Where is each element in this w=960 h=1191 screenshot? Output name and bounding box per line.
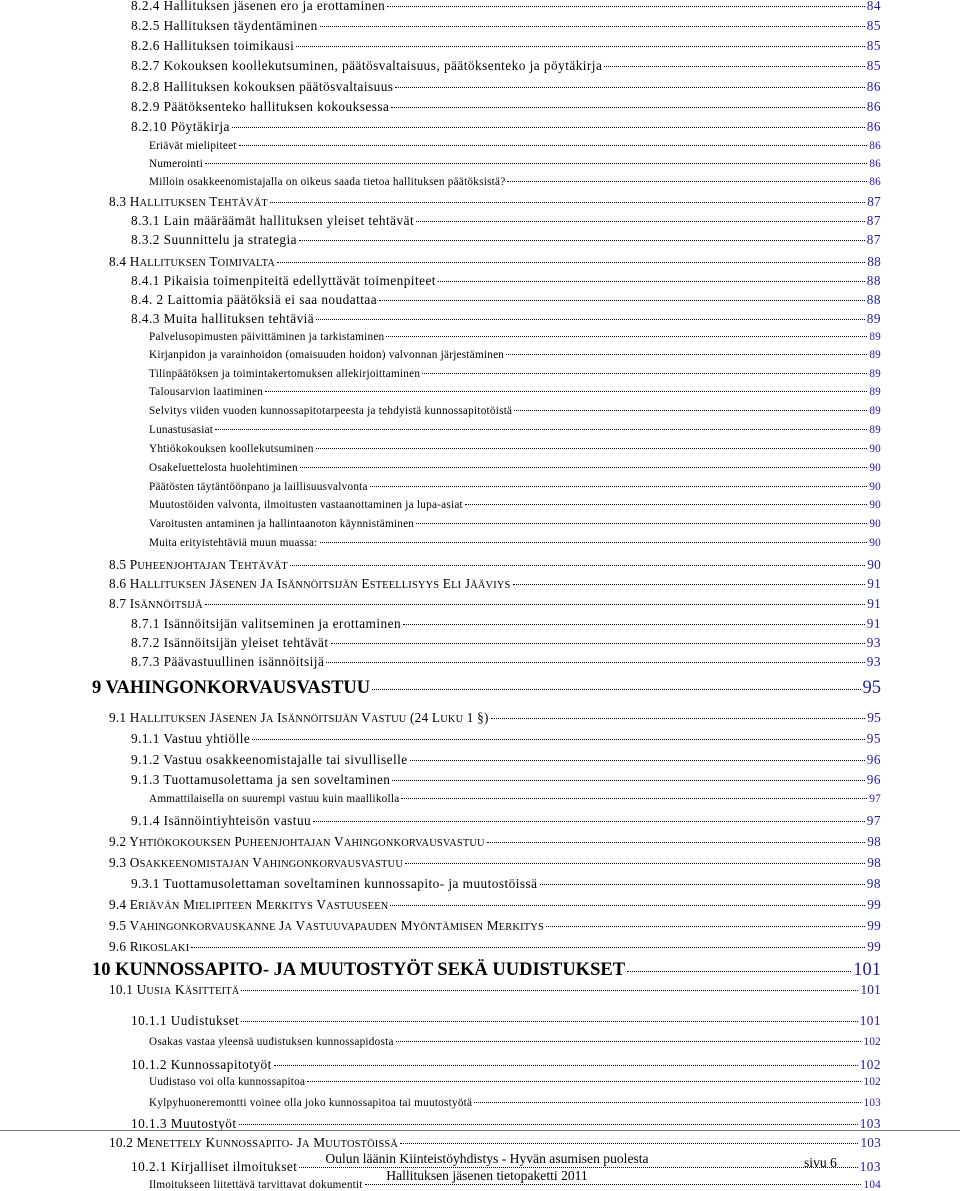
- toc-page-number[interactable]: 90: [869, 481, 881, 493]
- toc-entry[interactable]: [131, 38, 881, 54]
- toc-entry[interactable]: [131, 813, 881, 829]
- toc-entry[interactable]: [131, 18, 881, 34]
- toc-section-number: 9.1: [109, 710, 130, 725]
- toc-page-number[interactable]: 96: [866, 772, 881, 787]
- toc-dot-leader: [396, 1041, 862, 1042]
- toc-page-number[interactable]: 86: [866, 119, 881, 134]
- toc-dot-leader: [296, 46, 865, 47]
- toc-page-number[interactable]: 93: [866, 654, 881, 669]
- toc-page-number[interactable]: 95: [862, 678, 881, 698]
- toc-page-number[interactable]: 86: [866, 79, 881, 94]
- toc-dot-leader: [513, 584, 866, 585]
- toc-entry-title: [109, 194, 268, 210]
- toc-entry-title: Varoitusten antaminen ja hallintaanoton käynnistäminen: [149, 518, 415, 530]
- toc-entry[interactable]: [149, 443, 881, 455]
- toc-entry[interactable]: [131, 616, 881, 632]
- toc-entry[interactable]: [149, 405, 881, 417]
- toc-dot-leader: [540, 884, 865, 885]
- toc-entry-title: [109, 834, 485, 850]
- toc-entry[interactable]: [149, 158, 881, 170]
- toc-entry-title: 9 VAHINGONKORVAUSVASTUU: [92, 678, 371, 698]
- toc-dot-leader: [465, 504, 867, 505]
- toc-entry-title: 9.1.3 Tuottamusolettama ja sen soveltaminen: [131, 772, 391, 787]
- toc-entry[interactable]: [149, 424, 881, 436]
- toc-page-number[interactable]: 90: [869, 518, 881, 530]
- toc-entry[interactable]: [131, 119, 881, 135]
- toc-dot-leader: [391, 107, 865, 108]
- toc-section-heading: PUHEENJOHTAJAN TEHTÄVÄT: [129, 557, 288, 572]
- toc-page-number[interactable]: 87: [866, 213, 881, 228]
- toc-entry[interactable]: [131, 273, 881, 289]
- toc-entry[interactable]: [149, 537, 881, 549]
- toc-page-number[interactable]: 88: [866, 292, 881, 307]
- toc-section-number: 8.6: [109, 576, 130, 591]
- toc-section-heading: YHTIÖKOKOUKSEN PUHEENJOHTAJAN VAHINGONKORVAUSVASTUU: [129, 834, 485, 849]
- toc-entry[interactable]: [109, 982, 881, 998]
- toc-dot-leader: [232, 127, 865, 128]
- toc-page-number[interactable]: 103: [860, 1135, 881, 1150]
- toc-entry-title: Kylpyhuoneremontti voinee olla joko kunnossapitoa tai muutostyötä: [149, 1097, 473, 1109]
- toc-entry-title: 10.1.2 Kunnossapitotyöt: [131, 1057, 272, 1072]
- toc-entry-title: [109, 918, 544, 934]
- toc-section-number: 8.3: [109, 194, 130, 209]
- toc-entry-title: Talousarvion laatiminen: [149, 386, 264, 398]
- toc-section-number: 8.4: [109, 254, 130, 269]
- toc-entry-title: Selvitys viiden vuoden kunnossapitotarpeesta ja tehdyistä kunnossapitotöistä: [149, 405, 513, 417]
- toc-page-number[interactable]: 89: [869, 331, 881, 343]
- toc-page-number[interactable]: 85: [866, 18, 881, 33]
- toc-entry-title: Eriävät mielipiteet: [149, 140, 237, 152]
- toc-entry[interactable]: [109, 194, 881, 210]
- toc-dot-leader: [365, 1184, 862, 1185]
- toc-section-number: 9.6: [109, 939, 130, 954]
- toc-dot-leader: [390, 905, 865, 906]
- toc-page-number[interactable]: 85: [866, 38, 881, 53]
- toc-page-number[interactable]: 95: [866, 731, 881, 746]
- toc-page-number[interactable]: 87: [866, 232, 881, 247]
- toc-dot-leader: [241, 990, 858, 991]
- toc-dot-leader: [307, 1081, 861, 1082]
- toc-page-number[interactable]: 90: [869, 499, 881, 511]
- toc-entry[interactable]: [109, 254, 881, 270]
- toc-entry-title: 8.2.8 Hallituksen kokouksen päätösvaltaisuus: [131, 79, 394, 94]
- toc-entry-title: [109, 855, 403, 871]
- toc-page-number[interactable]: 91: [867, 576, 881, 591]
- toc-page-number[interactable]: 98: [867, 834, 881, 849]
- toc-entry[interactable]: [149, 793, 881, 805]
- toc-page-number[interactable]: 88: [866, 273, 881, 288]
- toc-section-number: 9.4: [109, 897, 130, 912]
- toc-page-number[interactable]: 103: [859, 1159, 881, 1174]
- toc-entry-title: Ammattilaisella on suurempi vastuu kuin maallikolla: [149, 793, 400, 805]
- toc-entry-title: 8.3.1 Lain määräämät hallituksen yleiset tehtävät: [131, 213, 415, 228]
- toc-page-number[interactable]: 89: [869, 368, 881, 380]
- toc-entry[interactable]: [131, 1057, 881, 1073]
- toc-page-number[interactable]: 103: [859, 1116, 881, 1131]
- toc-page-number[interactable]: 90: [869, 443, 881, 455]
- toc-section-number: 10.2: [109, 1135, 137, 1150]
- toc-page-number[interactable]: 89: [869, 349, 881, 361]
- toc-section-number: 8.5: [109, 557, 130, 572]
- toc-section-heading: OSAKKEENOMISTAJAN VAHINGONKORVAUSVASTUU: [129, 855, 404, 870]
- footer-divider: [0, 1130, 960, 1131]
- toc-entry-title: 10.1.1 Uudistukset: [131, 1013, 240, 1028]
- toc-dot-leader: [386, 336, 867, 337]
- toc-page-number[interactable]: 91: [867, 596, 881, 611]
- toc-section-heading: ISÄNNÖITSIJÄ: [129, 596, 203, 611]
- toc-entry-title: Muutostöiden valvonta, ilmoitusten vastaanottaminen ja lupa-asiat: [149, 499, 463, 511]
- toc-page-number[interactable]: 103: [863, 1097, 881, 1109]
- toc-dot-leader: [474, 1102, 861, 1103]
- toc-section-heading: MENETTELY KUNNOSSAPITO- JA MUUTOSTÖISSÄ: [136, 1135, 399, 1150]
- toc-dot-leader: [422, 373, 867, 374]
- toc-entry[interactable]: [109, 557, 881, 573]
- toc-section-heading: HALLITUKSEN TOIMIVALTA: [129, 254, 276, 269]
- toc-entry-title: 8.7.3 Päävastuullinen isännöitsijä: [131, 654, 325, 669]
- toc-entry-title: 8.7.2 Isännöitsijän yleiset tehtävät: [131, 635, 329, 650]
- toc-section-number: 9.2: [109, 834, 130, 849]
- toc-section-number: 9.3: [109, 855, 130, 870]
- toc-page-number[interactable]: 87: [867, 194, 881, 209]
- toc-page-number[interactable]: 89: [866, 311, 881, 326]
- toc-entry-title: [109, 982, 239, 998]
- toc-entry-title: 8.3.2 Suunnittelu ja strategia: [131, 232, 298, 247]
- toc-entry-title: [109, 596, 203, 612]
- toc-dot-leader: [401, 798, 867, 799]
- toc-entry-title: [109, 254, 275, 270]
- toc-dot-leader: [400, 1143, 858, 1144]
- toc-page-number[interactable]: 101: [859, 1013, 881, 1028]
- toc-dot-leader: [215, 429, 867, 430]
- toc-entry-title: 9.1.1 Vastuu yhtiölle: [131, 731, 251, 746]
- toc-entry-title: Milloin osakkeenomistajalla on oikeus saada tietoa hallituksen päätöksistä?: [149, 176, 506, 188]
- toc-dot-leader: [604, 66, 864, 67]
- footer-document-title: Hallituksen jäsenen tietopaketti 2011: [386, 1168, 588, 1183]
- toc-entry-title: Lunastusasiat: [149, 424, 214, 436]
- toc-entry[interactable]: [149, 481, 881, 493]
- toc-page-number[interactable]: 101: [860, 982, 881, 997]
- toc-entry[interactable]: [109, 918, 881, 934]
- toc-dot-leader: [546, 926, 865, 927]
- toc-entry[interactable]: [131, 1013, 881, 1029]
- toc-page-number[interactable]: 102: [863, 1036, 881, 1048]
- toc-entry[interactable]: [131, 0, 881, 14]
- toc-dot-leader: [395, 87, 864, 88]
- toc-section-heading: ERIÄVÄN MIELIPITEEN MERKITYS VASTUUSEEN: [129, 897, 389, 912]
- toc-entry[interactable]: [131, 213, 881, 229]
- toc-dot-leader: [191, 947, 865, 948]
- toc-entry[interactable]: [149, 1076, 881, 1088]
- toc-dot-leader: [491, 718, 866, 719]
- toc-entry[interactable]: [149, 176, 881, 188]
- toc-entry[interactable]: [92, 678, 881, 699]
- toc-entry-title: [109, 1135, 398, 1151]
- toc-dot-leader: [252, 739, 865, 740]
- toc-entry-title: [109, 897, 388, 913]
- toc-entry[interactable]: [149, 518, 881, 530]
- toc-entry-title: Ilmoitukseen liitettävä tarvittavat dokumentit: [149, 1179, 363, 1191]
- toc-dot-leader: [290, 565, 865, 566]
- toc-dot-leader: [299, 240, 865, 241]
- toc-entry-title: [109, 557, 288, 573]
- toc-entry[interactable]: [92, 960, 881, 981]
- toc-dot-leader: [320, 542, 868, 543]
- toc-entry[interactable]: [149, 1036, 881, 1048]
- toc-entry[interactable]: [149, 349, 881, 361]
- toc-entry[interactable]: [109, 834, 881, 850]
- toc-section-number: 8.7: [109, 596, 130, 611]
- toc-entry-title: 8.2.4 Hallituksen jäsenen ero ja erottaminen: [131, 0, 386, 13]
- toc-dot-leader: [320, 26, 865, 27]
- toc-dot-leader: [274, 1065, 858, 1066]
- toc-entry-title: [109, 710, 489, 726]
- toc-page-number[interactable]: 99: [867, 897, 881, 912]
- toc-section-heading: HALLITUKSEN JÄSENEN JA ISÄNNÖITSIJÄN VASTUU (24 LUKU 1 §): [129, 710, 489, 725]
- toc-dot-leader: [265, 391, 867, 392]
- toc-entry[interactable]: [131, 232, 881, 248]
- toc-entry-title: 8.7.1 Isännöitsijän valitseminen ja erottaminen: [131, 616, 402, 631]
- toc-section-heading: UUSIA KÄSITTEITÄ: [136, 982, 240, 997]
- toc-entry[interactable]: [149, 1097, 881, 1109]
- toc-entry-title: Uudistaso voi olla kunnossapitoa: [149, 1076, 306, 1088]
- toc-page-number[interactable]: 99: [867, 939, 881, 954]
- toc-page-number[interactable]: 95: [867, 710, 881, 725]
- toc-dot-leader: [316, 448, 868, 449]
- footer-organization: Oulun läänin Kiinteistöyhdistys - Hyvän asumisen puolesta: [325, 1151, 649, 1166]
- toc-dot-leader: [331, 643, 865, 644]
- toc-dot-leader: [410, 760, 865, 761]
- toc-entry[interactable]: [109, 1135, 881, 1151]
- toc-entry-title: 9.1.4 Isännöintiyhteisön vastuu: [131, 813, 312, 828]
- toc-entry[interactable]: [109, 897, 881, 913]
- toc-entry[interactable]: [109, 855, 881, 871]
- toc-entry-title: Palvelusopimusten päivittäminen ja tarkistaminen: [149, 331, 385, 343]
- toc-entry-title: 9.1.2 Vastuu osakkeenomistajalle tai sivulliselle: [131, 752, 408, 767]
- toc-section-heading: RIKOSLAKI: [129, 939, 190, 954]
- toc-entry[interactable]: [131, 654, 881, 670]
- toc-dot-leader: [487, 842, 866, 843]
- toc-entry-title: 8.2.10 Pöytäkirja: [131, 119, 230, 134]
- toc-page-number[interactable]: 86: [869, 140, 881, 152]
- toc-entry[interactable]: [131, 772, 881, 788]
- toc-entry[interactable]: [131, 752, 881, 768]
- toc-entry-title: 8.2.6 Hallituksen toimikausi: [131, 38, 295, 53]
- toc-section-number: 10.1: [109, 982, 137, 997]
- toc-entry-title: 10 KUNNOSSAPITO- JA MUUTOSTYÖT SEKÄ UUDISTUKSET: [92, 960, 626, 980]
- toc-entry-title: 8.4. 2 Laittomia päätöksiä ei saa noudattaa: [131, 292, 378, 307]
- toc-dot-leader: [514, 410, 867, 411]
- toc-dot-leader: [392, 780, 864, 781]
- toc-page-number[interactable]: 98: [866, 876, 881, 891]
- toc-entry[interactable]: [149, 331, 881, 343]
- toc-dot-leader: [241, 1021, 858, 1022]
- toc-dot-leader: [205, 604, 866, 605]
- toc-page-number[interactable]: 89: [869, 424, 881, 436]
- toc-page-number[interactable]: 91: [866, 616, 881, 631]
- toc-section-heading: VAHINGONKORVAUSKANNE JA VASTUUVAPAUDEN MYÖNTÄMISEN MERKITYS: [129, 918, 544, 933]
- toc-entry-title: Tilinpäätöksen ja toimintakertomuksen allekirjoittaminen: [149, 368, 421, 380]
- toc-entry-title: Kirjanpidon ja varainhoidon (omaisuuden hoidon) valvonnan järjestäminen: [149, 349, 505, 361]
- toc-page-number[interactable]: 102: [859, 1057, 881, 1072]
- toc-entry[interactable]: [131, 292, 881, 308]
- toc-entry-title: 8.4.1 Pikaisia toimenpiteitä edellyttävät toimenpiteet: [131, 273, 436, 288]
- toc-entry-title: Numerointi: [149, 158, 204, 170]
- toc-entry[interactable]: [131, 311, 881, 327]
- toc-dot-leader: [239, 1124, 858, 1125]
- toc-dot-leader: [313, 821, 865, 822]
- toc-entry[interactable]: [149, 462, 881, 474]
- toc-entry[interactable]: [131, 79, 881, 95]
- toc-dot-leader: [326, 662, 864, 663]
- toc-page-number[interactable]: 90: [867, 557, 881, 572]
- toc-entry-title: Osakeluettelosta huolehtiminen: [149, 462, 298, 474]
- toc-dot-leader: [416, 523, 867, 524]
- toc-dot-leader: [387, 6, 865, 7]
- toc-page-number[interactable]: 85: [866, 58, 881, 73]
- toc-entry-title: Yhtiökokouksen koollekutsuminen: [149, 443, 314, 455]
- toc-page-number[interactable]: 104: [863, 1179, 881, 1191]
- toc-dot-leader: [507, 181, 867, 182]
- toc-dot-leader: [372, 689, 860, 690]
- toc-section-heading: HALLITUKSEN JÄSENEN JA ISÄNNÖITSIJÄN ESTEELLISYYS ELI JÄÄVIYS: [129, 576, 511, 591]
- toc-dot-leader: [405, 863, 865, 864]
- toc-page-number[interactable]: 102: [863, 1076, 881, 1088]
- toc-entry[interactable]: [131, 731, 881, 747]
- toc-page-number[interactable]: 90: [869, 537, 881, 549]
- toc-page-number[interactable]: 97: [866, 813, 881, 828]
- toc-entry[interactable]: [109, 710, 881, 726]
- toc-dot-leader: [370, 486, 868, 487]
- footer-page-number: sivu 6: [804, 1155, 837, 1170]
- toc-page-number[interactable]: 88: [867, 254, 881, 269]
- toc-entry[interactable]: [149, 140, 881, 152]
- toc-page-number[interactable]: 89: [869, 386, 881, 398]
- toc-entry[interactable]: [131, 99, 881, 115]
- toc-entry[interactable]: [109, 596, 881, 612]
- toc-dot-leader: [316, 319, 865, 320]
- toc-dot-leader: [506, 354, 867, 355]
- toc-dot-leader: [277, 262, 865, 263]
- toc-dot-leader: [403, 624, 865, 625]
- toc-entry[interactable]: [109, 576, 881, 592]
- toc-entry[interactable]: [109, 939, 881, 955]
- toc-dot-leader: [627, 971, 851, 972]
- toc-entry-title: Päätösten täytäntöönpano ja laillisuusvalvonta: [149, 481, 368, 493]
- toc-page-number[interactable]: 96: [866, 752, 881, 767]
- toc-entry[interactable]: [149, 499, 881, 511]
- toc-entry-title: 9.3.1 Tuottamusolettaman soveltaminen kunnossapito- ja muutostöissä: [131, 876, 538, 891]
- toc-dot-leader: [438, 281, 865, 282]
- toc-entry-title: 8.4.3 Muita hallituksen tehtäviä: [131, 311, 315, 326]
- toc-entry[interactable]: [149, 368, 881, 380]
- toc-entry-title: 10.2.1 Kirjalliset ilmoitukset: [131, 1159, 298, 1174]
- toc-entry-title: 10.1.3 Muutostyöt: [131, 1116, 237, 1131]
- footer-publisher: [306, 1150, 668, 1184]
- toc-entry[interactable]: [131, 635, 881, 651]
- toc-page-number[interactable]: 86: [869, 158, 881, 170]
- toc-page-number[interactable]: 101: [853, 960, 881, 980]
- toc-dot-leader: [270, 202, 865, 203]
- toc-entry-title: 8.2.9 Päätöksenteko hallituksen kokouksessa: [131, 99, 390, 114]
- toc-entry-title: [109, 939, 189, 955]
- toc-page-number[interactable]: 97: [869, 793, 881, 805]
- toc-entry[interactable]: [131, 876, 881, 892]
- toc-page-number[interactable]: 89: [869, 405, 881, 417]
- toc-page-number[interactable]: 86: [866, 99, 881, 114]
- toc-entry-title: Muita erityistehtäviä muun muassa:: [149, 537, 318, 549]
- toc-dot-leader: [239, 145, 868, 146]
- toc-entry-title: 8.2.5 Hallituksen täydentäminen: [131, 18, 318, 33]
- toc-dot-leader: [416, 221, 865, 222]
- toc-entry-title: 8.2.7 Kokouksen koollekutsuminen, päätösvaltaisuus, päätöksenteko ja pöytäkirja: [131, 58, 603, 73]
- toc-page-number[interactable]: 86: [869, 176, 881, 188]
- toc-page-number[interactable]: 90: [869, 462, 881, 474]
- toc-section-heading: HALLITUKSEN TEHTÄVÄT: [129, 194, 268, 209]
- toc-entry-title: Osakas vastaa yleensä uudistuksen kunnossapidosta: [149, 1036, 394, 1048]
- toc-page-number[interactable]: 98: [867, 855, 881, 870]
- toc-dot-leader: [300, 467, 867, 468]
- toc-page-number[interactable]: 93: [866, 635, 881, 650]
- toc-dot-leader: [379, 300, 865, 301]
- toc-entry-title: [109, 576, 511, 592]
- toc-page-number[interactable]: 84: [866, 0, 881, 13]
- toc-entry[interactable]: [131, 58, 881, 74]
- toc-section-number: 9.5: [109, 918, 130, 933]
- toc-page-number[interactable]: 99: [867, 918, 881, 933]
- toc-dot-leader: [205, 163, 867, 164]
- toc-entry[interactable]: [149, 386, 881, 398]
